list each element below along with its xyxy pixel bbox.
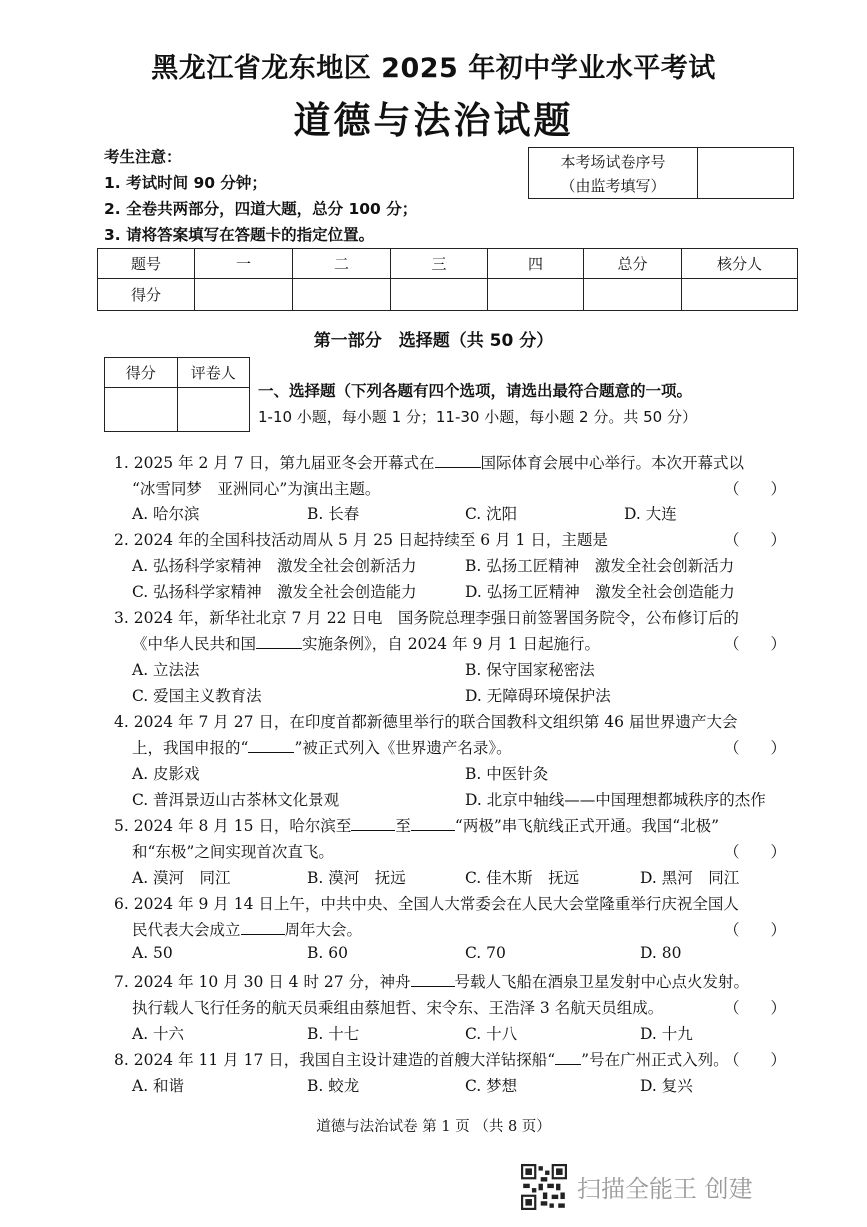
q-text: 号载人飞船在酒泉卫星发射中心点火发射。 [454, 973, 750, 991]
option: A. 十六 [132, 1025, 185, 1043]
part-one-title: 第一部分 选择题（共 50 分） [313, 331, 554, 351]
score-col-1: 一 [195, 249, 293, 279]
answer-blank [241, 920, 285, 935]
option: D. 80 [640, 944, 682, 962]
answer-paren[interactable]: （ ） [724, 480, 787, 498]
answer-paren[interactable]: （ ） [724, 1051, 787, 1069]
option: B. 保守国家秘密法 [465, 661, 595, 679]
note-item: 3. 请将答案填写在答题卡的指定位置。 [104, 226, 375, 244]
section-instruction: 一、选择题（下列各题有四个选项，请选出最符合题意的一项。 [258, 382, 693, 400]
option: C. 普洱景迈山古茶林文化景观 [132, 791, 340, 809]
q-text: 7. 2024 年 10 月 30 日 4 时 27 分，神舟 [114, 973, 411, 991]
q-text: 5. 2024 年 8 月 15 日，哈尔滨至 [114, 817, 352, 835]
score-header-label: 题号 [98, 249, 195, 279]
exam-title: 黑龙江省龙东地区 2025 年初中学业水平考试 [151, 53, 716, 84]
option: A. 漠河 同江 [132, 869, 231, 887]
section-instruction-detail: 1-10 小题，每小题 1 分；11-30 小题，每小题 2 分。共 50 分） [258, 408, 697, 426]
score-cell[interactable] [584, 279, 682, 311]
serial-number-field[interactable] [698, 148, 793, 198]
option: C. 70 [465, 944, 506, 962]
q-text: 民代表大会成立 [132, 921, 241, 939]
score-cell[interactable] [488, 279, 584, 311]
option: D. 大连 [624, 505, 677, 523]
serial-number-label [529, 148, 698, 198]
grader-score-label: 得分 [105, 358, 178, 388]
answer-blank [435, 453, 481, 468]
option: D. 十九 [640, 1025, 693, 1043]
score-col-4: 四 [488, 249, 584, 279]
question-7-line1 [114, 970, 749, 992]
question-5-line2: 和“东极”之间实现首次直飞。 [132, 843, 334, 861]
question-1-line1 [114, 451, 744, 473]
option: C. 十八 [465, 1025, 518, 1043]
score-row-label: 得分 [98, 279, 195, 311]
q-text: 至 [395, 817, 411, 835]
option: B. 漠河 抚远 [307, 869, 406, 887]
option: A. 立法法 [132, 661, 200, 679]
option: C. 佳木斯 抚远 [465, 869, 580, 887]
q-text: 1. 2025 年 2 月 7 日，第九届亚冬会开幕式在 [114, 454, 435, 472]
option: B. 中医针灸 [465, 765, 549, 783]
option: B. 弘扬工匠精神 激发全社会创新活力 [465, 557, 735, 575]
grader-score-cell[interactable] [105, 388, 178, 432]
option: A. 哈尔滨 [132, 505, 200, 523]
question-6-line1: 6. 2024 年 9 月 14 日上午，中共中央、全国人大常委会在人民大会堂隆重举行庆祝全国人 [114, 895, 739, 913]
score-col-3: 三 [391, 249, 488, 279]
serial-label-line2: （由监考填写） [560, 177, 666, 195]
note-item: 2. 全卷共两部分，四道大题，总分 100 分； [104, 200, 418, 218]
q-text: 8. 2024 年 11 月 17 日，我国自主设计建造的首艘大洋钻探船“ [114, 1051, 556, 1069]
serial-label-line1: 本考场试卷序号 [560, 153, 666, 171]
answer-paren[interactable]: （ ） [724, 635, 787, 653]
scanner-watermark: 扫描全能王 创建 [577, 1175, 753, 1203]
candidate-notes [104, 144, 417, 248]
qr-code-icon [521, 1164, 567, 1210]
option: B. 长春 [307, 505, 360, 523]
answer-blank [411, 816, 455, 831]
question-4-line1: 4. 2024 年 7 月 27 日，在印度首都新德里举行的联合国教科文组织第 46 届世界遗产大会 [114, 713, 738, 731]
option: A. 和谐 [132, 1077, 185, 1095]
q-text: ”号在广州正式入列。 [581, 1051, 729, 1069]
page-footer: 道德与法治试卷 第 1 页 （共 8 页） [316, 1119, 551, 1135]
option: D. 无障碍环境保护法 [465, 687, 611, 705]
answer-blank [248, 738, 294, 753]
answer-blank [351, 816, 395, 831]
option: B. 60 [307, 944, 348, 962]
answer-paren[interactable]: （ ） [724, 739, 787, 757]
option: D. 弘扬工匠精神 激发全社会创造能力 [465, 583, 735, 601]
score-cell[interactable] [195, 279, 293, 311]
score-col-total: 总分 [584, 249, 682, 279]
q-text: 上，我国申报的“ [132, 739, 249, 757]
score-col-checker: 核分人 [682, 249, 798, 279]
question-5-line1 [114, 814, 719, 836]
option: B. 十七 [307, 1025, 360, 1043]
option: A. 50 [132, 944, 173, 962]
notes-heading: 考生注意： [104, 148, 182, 166]
serial-number-box [528, 147, 794, 199]
option: C. 沈阳 [465, 505, 518, 523]
score-cell[interactable] [682, 279, 798, 311]
answer-paren[interactable]: （ ） [724, 843, 787, 861]
question-7-line2: 执行载人飞行任务的航天员乘组由蔡旭哲、宋令东、王浩泽 3 名航天员组成。 [132, 999, 664, 1017]
score-col-2: 二 [293, 249, 391, 279]
option: C. 弘扬科学家精神 激发全社会创造能力 [132, 583, 417, 601]
option: A. 弘扬科学家精神 激发全社会创新活力 [132, 557, 417, 575]
question-3-line2 [132, 632, 600, 654]
q-text: 国际体育会展中心举行。本次开幕式以 [480, 454, 745, 472]
option: B. 蛟龙 [307, 1077, 360, 1095]
answer-blank [256, 634, 302, 649]
q-text: “两极”串飞航线正式开通。我国“北极” [454, 817, 720, 835]
option: C. 爱国主义教育法 [132, 687, 262, 705]
question-2-line1: 2. 2024 年的全国科技活动周从 5 月 25 日起持续至 6 月 1 日，主题是 [114, 531, 608, 549]
answer-paren[interactable]: （ ） [724, 531, 787, 549]
option: D. 北京中轴线——中国理想都城秩序的杰作 [465, 791, 766, 809]
option: D. 黑河 同江 [640, 869, 740, 887]
q-text: ”被正式列入《世界遗产名录》。 [294, 739, 512, 757]
question-6-line2 [132, 918, 362, 940]
answer-paren[interactable]: （ ） [724, 921, 787, 939]
note-item: 1. 考试时间 90 分钟； [104, 174, 267, 192]
question-1-line2: “冰雪同梦 亚洲同心”为演出主题。 [132, 480, 381, 498]
question-4-line2 [132, 736, 512, 758]
answer-paren[interactable]: （ ） [724, 999, 787, 1017]
grader-reviewer-cell[interactable] [177, 388, 250, 432]
grader-table [104, 357, 250, 432]
score-cell[interactable] [391, 279, 488, 311]
q-text: 《中华人民共和国 [132, 635, 257, 653]
exam-subtitle: 道德与法治试题 [293, 99, 574, 142]
question-3-line1: 3. 2024 年，新华社北京 7 月 22 日电 国务院总理李强日前签署国务院令，公布修订后的 [114, 609, 739, 627]
answer-blank [555, 1050, 581, 1065]
grader-reviewer-label: 评卷人 [177, 358, 250, 388]
option: C. 梦想 [465, 1077, 518, 1095]
score-table [97, 248, 798, 311]
option: D. 复兴 [640, 1077, 693, 1095]
question-8-line1 [114, 1048, 729, 1070]
answer-blank [411, 972, 455, 987]
option: A. 皮影戏 [132, 765, 200, 783]
score-cell[interactable] [293, 279, 391, 311]
q-text: 周年大会。 [284, 921, 363, 939]
q-text: 实施条例》，自 2024 年 9 月 1 日起施行。 [302, 635, 600, 653]
